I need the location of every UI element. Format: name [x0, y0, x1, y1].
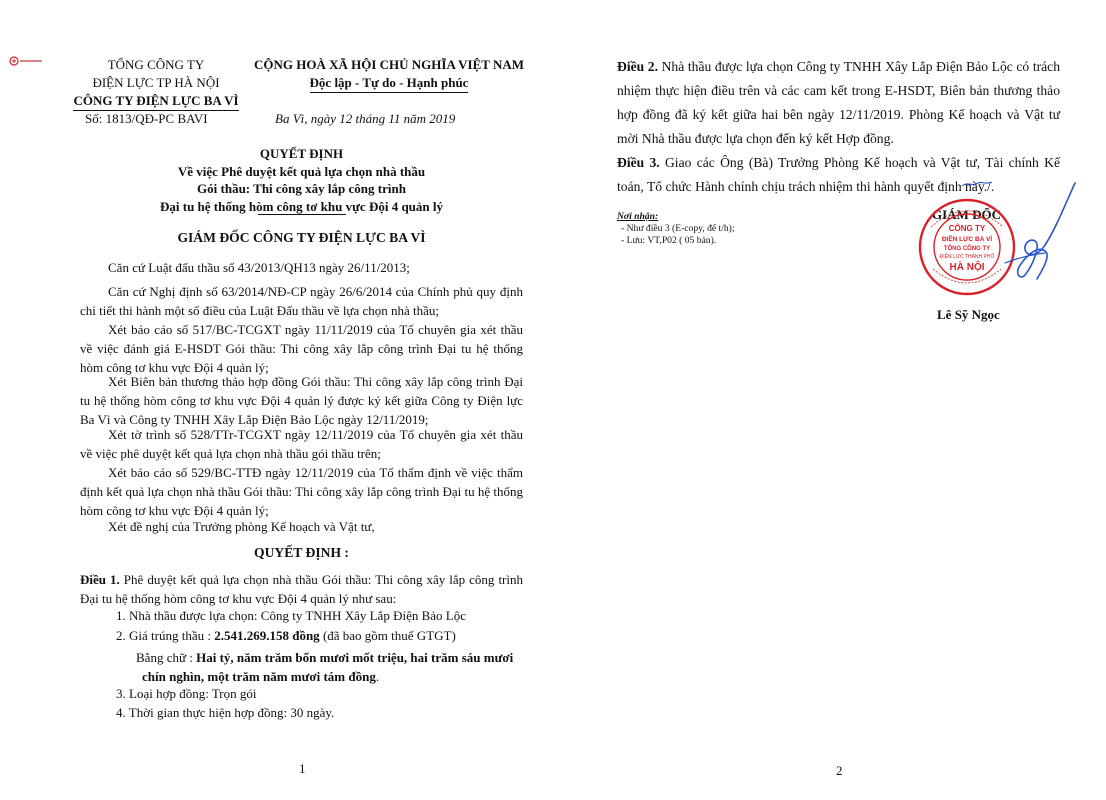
article-2-label: Điều 2. — [617, 59, 658, 74]
article-3-label: Điều 3. — [617, 155, 660, 170]
title-line-2: Về việc Phê duyệt kết quả lựa chọn nhà thầu — [177, 163, 426, 179]
recital-1: Căn cứ Luật đấu thầu số 43/2013/QH13 ngày 26/11/2013; — [108, 260, 410, 275]
recipient-1: - Như điều 3 (E-copy, để t/h); — [621, 223, 735, 234]
svg-text:ĐIỆN LỰC BA VÌ: ĐIỆN LỰC BA VÌ — [941, 236, 993, 243]
title-line-4: Đại tu hệ thống hòm công tơ khu vực Đội 4 quản lý — [160, 198, 443, 214]
svg-text:CÔNG TY: CÔNG TY — [948, 224, 986, 233]
article-3: Điều 3. Giao các Ông (Bà) Trưởng Phòng Kế hoạch và Vật tư, Tài chính Kế toán, Tổ chức Hành chính chịu trách nhiệm thi hành quyết định này./. — [617, 155, 1061, 194]
amount-in-words: Bằng chữ : Hai tỷ, năm trăm bốn mươi mốt triệu, hai trăm sáu mươi chín nghìn, một trăm năm mươi tám đồng. — [136, 650, 514, 684]
recital-2: Căn cứ Nghị định số 63/2014/NĐ-CP ngày 26/6/2014 của Chính phủ quy định chi tiết thi hành một số điều của Luật Đấu thầu về lựa chọn nhà thầu; — [80, 284, 523, 318]
signer-title: GIÁM ĐỐC — [932, 207, 1001, 222]
svg-text:ĐIỆN LỰC THÀNH PHỐ: ĐIỆN LỰC THÀNH PHỐ — [939, 254, 995, 260]
company-logo-icon — [9, 54, 45, 66]
article-1-item-2: 2. Giá trúng thầu : 2.541.269.158 đồng (đã bao gồm thuế GTGT) — [116, 628, 456, 643]
parent-org: TỔNG CÔNG TY — [107, 57, 205, 72]
article-1-item-1: 1. Nhà thầu được lựa chọn: Công ty TNHH Xây Lắp Điện Bảo Lộc — [116, 608, 466, 623]
document-number: Số: 1813/QĐ-PC BAVI — [85, 111, 208, 126]
recipient-2: - Lưu: VT,P02 ( 05 bản). — [621, 235, 717, 246]
title-divider — [258, 214, 346, 215]
parent-org-city: ĐIỆN LỰC TP HÀ NỘI — [92, 75, 220, 90]
recipients-heading: Nơi nhận: — [617, 211, 659, 222]
nation-name: CỘNG HOÀ XÃ HỘI CHỦ NGHĨA VIỆT NAM — [253, 57, 525, 72]
title-line-1: QUYẾT ĐỊNH — [259, 146, 344, 161]
svg-text:HÀ NỘI: HÀ NỘI — [949, 262, 985, 273]
recital-4: Xét Biên bản thương thảo hợp đồng Gói thầu: Thi công xây lắp công trình Đại tu hệ thống hòm công tơ khu vực Đội 4 quản lý được ký kết giữa Công ty Điện lực Ba Vì và Công ty TNHH Xây Lắp Điện Bảo Lộc ngày 12/11/2019; — [80, 374, 523, 427]
handwritten-signature-icon — [985, 175, 1080, 290]
winning-bid-amount: 2.541.269.158 đồng — [214, 628, 320, 643]
recital-7: Xét đề nghị của Trưởng phòng Kế hoạch và Vật tư, — [108, 519, 375, 534]
recital-5: Xét tờ trình số 528/TTr-TCGXT ngày 12/11/2019 của Tổ chuyên gia xét thầu về việc phê duyệt kết quả lựa chọn nhà thầu gói thầu trên; — [80, 427, 523, 461]
svg-text:TỔNG CÔNG TY: TỔNG CÔNG TY — [943, 246, 991, 252]
recipients-block — [617, 211, 735, 247]
article-1-item-3: 3. Loại hợp đồng: Trọn gói — [116, 686, 257, 701]
page-2-number: 2 — [836, 763, 843, 778]
article-1-label: Điều 1. — [80, 572, 120, 587]
page-1-number: 1 — [299, 761, 306, 776]
decision-heading: QUYẾT ĐỊNH : — [254, 545, 349, 560]
place-date: Ba Vì, ngày 12 tháng 11 năm 2019 — [275, 111, 456, 126]
article-1-item-4: 4. Thời gian thực hiện hợp đồng: 30 ngày. — [116, 705, 335, 720]
signer-name: Lê Sỹ Ngọc — [937, 307, 1000, 322]
issuing-org: CÔNG TY ĐIỆN LỰC BA VÌ — [73, 92, 238, 111]
issuing-authority: GIÁM ĐỐC CÔNG TY ĐIỆN LỰC BA VÌ — [177, 230, 426, 245]
recital-6: Xét báo cáo số 529/BC-TTĐ ngày 12/11/2019 của Tổ thẩm định về việc thẩm định kết quả lựa chọn nhà thầu Gói thầu: Thi công xây lắp công trình Đại tu hệ thống hòm công tơ khu vực Đội 4 quản lý; — [80, 465, 523, 518]
national-header — [246, 56, 532, 93]
left-header — [66, 56, 246, 111]
initials-mark-icon — [960, 176, 994, 186]
article-2: Điều 2. Nhà thầu được lựa chọn Công ty TNHH Xây Lắp Điện Bảo Lộc có trách nhiệm thực hiện điều trên và các cam kết trong E-HSDT, Biên bản thương thảo hợp đồng đã ký kết giữa hai bên ngày 12/11/2019. Phòng Kế hoạch và Vật tư mời Nhà thầu được lựa chọn đến ký kết Hợp đồng. — [617, 59, 1060, 146]
decision-title — [80, 145, 523, 215]
article-1: Điều 1. Phê duyệt kết quả lựa chọn nhà thầu Gói thầu: Thi công xây lắp công trình Đại tu hệ thống hòm công tơ khu vực Đội 4 quản lý như sau: — [80, 572, 524, 606]
national-motto: Độc lập - Tự do - Hạnh phúc — [310, 74, 469, 93]
title-line-3: Gói thầu: Thi công xây lắp công trình — [197, 181, 406, 196]
recital-3: Xét báo cáo số 517/BC-TCGXT ngày 11/11/2019 của Tổ chuyên gia xét thầu về việc đánh giá E-HSDT Gói thầu: Thi công xây lắp công trình Đại tu hệ thống hòm công tơ khu vực Đội 4 quản lý; — [80, 322, 523, 375]
